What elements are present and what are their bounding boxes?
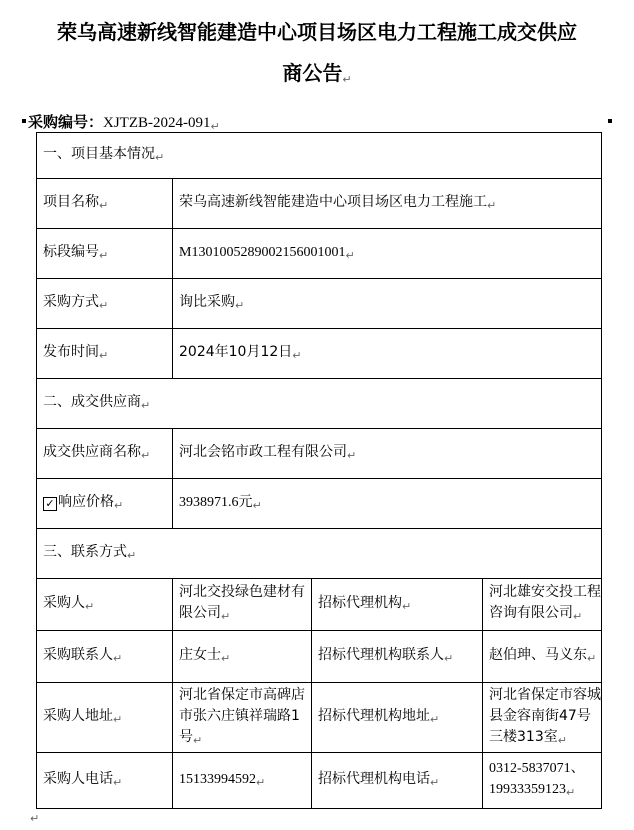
paragraph-mark-icon: ↵ xyxy=(127,548,137,562)
paragraph-mark-icon: ↵ xyxy=(221,651,231,665)
paragraph-mark-icon: ↵ xyxy=(347,448,357,462)
paragraph-mark-icon: ↵ xyxy=(193,733,203,747)
procurement-method-value: 询比采购$_↵$ xyxy=(173,279,602,329)
project-name-value: 荣乌高速新线智能建造中心项目场区电力工程施工$_↵$ xyxy=(173,179,602,229)
project-name-label: 项目名称$_↵$ xyxy=(37,179,173,229)
paragraph-mark-icon: ↵ xyxy=(292,348,302,362)
paragraph-mark-icon: ↵ xyxy=(587,651,597,665)
agency-phone-value: 0312-5837071、$19933359123_↵$ xyxy=(483,753,602,809)
purchaser-contact-value: 庄女士$_↵$ xyxy=(173,631,312,683)
agency-label: 招标代理机构$_↵$ xyxy=(312,579,483,631)
paragraph-mark-icon: ↵ xyxy=(402,599,412,613)
procurement-number-value: XJTZB-2024-091 xyxy=(103,115,211,131)
purchaser-value: 河北交投绿色建材有限公司$_↵$ xyxy=(173,579,312,631)
paragraph-mark-icon: ↵ xyxy=(141,398,151,412)
notice-title-line1: 荣乌高速新线智能建造中心项目场区电力工程施工成交供应 xyxy=(57,20,577,44)
bullet-dot-icon xyxy=(608,119,612,123)
paragraph-mark-icon: ↵ xyxy=(252,498,262,512)
section-header-contact: 三、联系方式$_↵$ xyxy=(37,529,602,579)
procurement-method-label: 采购方式$_↵$ xyxy=(37,279,173,329)
paragraph-mark-icon: ↵ xyxy=(113,651,123,665)
paragraph-mark-icon: ↵ xyxy=(113,775,123,789)
paragraph-mark-icon: ↵ xyxy=(99,348,109,362)
response-price-label: ✓ 响应价格$_↵$ xyxy=(37,479,173,529)
supplier-name-value: 河北会铭市政工程有限公司$_↵$ xyxy=(173,429,602,479)
publish-time-value: 2024年10月12日$_↵$ xyxy=(173,329,602,379)
paragraph-mark-icon: ↵ xyxy=(430,775,440,789)
purchaser-phone-value: $15133994592_↵$ xyxy=(173,753,312,809)
procurement-number-label: 采购编号： xyxy=(28,113,104,131)
lot-number-label: 标段编号$_↵$ xyxy=(37,229,173,279)
paragraph-mark-icon: ↵ xyxy=(235,298,245,312)
paragraph-mark-icon: ↵ xyxy=(99,298,109,312)
paragraph-mark-icon: ↵ xyxy=(141,448,151,462)
notice-title-line2: 商公告↵ xyxy=(282,61,352,86)
paragraph-mark-icon: ↵ xyxy=(342,73,352,86)
paragraph-mark-icon: ↵ xyxy=(85,599,95,613)
purchaser-address-label: 采购人地址$_↵$ xyxy=(37,683,173,753)
publish-time-label: 发布时间$_↵$ xyxy=(37,329,173,379)
agency-address-label: 招标代理机构地址$_↵$ xyxy=(312,683,483,753)
purchaser-contact-label: 采购联系人$_↵$ xyxy=(37,631,173,683)
notice-table xyxy=(36,132,602,809)
purchaser-label: 采购人$_↵$ xyxy=(37,579,173,631)
section-header-supplier: 二、成交供应商$_↵$ xyxy=(37,379,602,429)
paragraph-mark-icon: ↵ xyxy=(430,712,440,726)
response-price-value: 3938971.6元$_↵$ xyxy=(173,479,602,529)
paragraph-mark-icon: ↵ xyxy=(566,786,576,799)
paragraph-mark-icon: ↵ xyxy=(444,651,454,665)
paragraph-mark-icon: ↵ xyxy=(113,712,123,726)
paragraph-mark-icon: ↵ xyxy=(99,198,109,212)
paragraph-mark-icon: ↵ xyxy=(256,775,266,789)
paragraph-mark-icon: ↵ xyxy=(210,120,220,133)
paragraph-mark-icon: ↵ xyxy=(573,610,583,623)
section-header-basic: 一、项目基本情况$_↵$ xyxy=(37,133,602,179)
lot-number-value: $M1301005289002156001001_↵$ xyxy=(173,229,602,279)
agency-address-value: 河北省保定市容城县金容南街47号三楼313室$_↵$ xyxy=(483,683,602,753)
agency-value: 河北雄安交投工程咨询有限公司$_↵$ xyxy=(483,579,602,631)
paragraph-mark-icon: ↵ xyxy=(114,498,124,512)
agency-contact-value: 赵伯珅、马义东$_↵$ xyxy=(483,631,602,683)
supplier-name-label: 成交供应商名称$_↵$ xyxy=(37,429,173,479)
paragraph-mark-icon: ↵ xyxy=(99,248,109,262)
paragraph-mark-icon: ↵ xyxy=(155,150,165,164)
purchaser-address-value: 河北省保定市高碑店市张六庄镇祥瑞路1号$_↵$ xyxy=(173,683,312,753)
agency-contact-label: 招标代理机构联系人$_↵$ xyxy=(312,631,483,683)
checkbox-icon: ✓ xyxy=(43,497,57,511)
paragraph-mark-icon: ↵ xyxy=(487,198,497,212)
paragraph-mark-icon: ↵ xyxy=(30,812,40,825)
agency-phone-label: 招标代理机构电话$_↵$ xyxy=(312,753,483,809)
paragraph-mark-icon: ↵ xyxy=(557,733,567,747)
paragraph-mark-icon: ↵ xyxy=(221,610,231,623)
purchaser-phone-label: 采购人电话$_↵$ xyxy=(37,753,173,809)
bullet-dot-icon xyxy=(22,119,26,123)
paragraph-mark-icon: ↵ xyxy=(345,248,355,262)
